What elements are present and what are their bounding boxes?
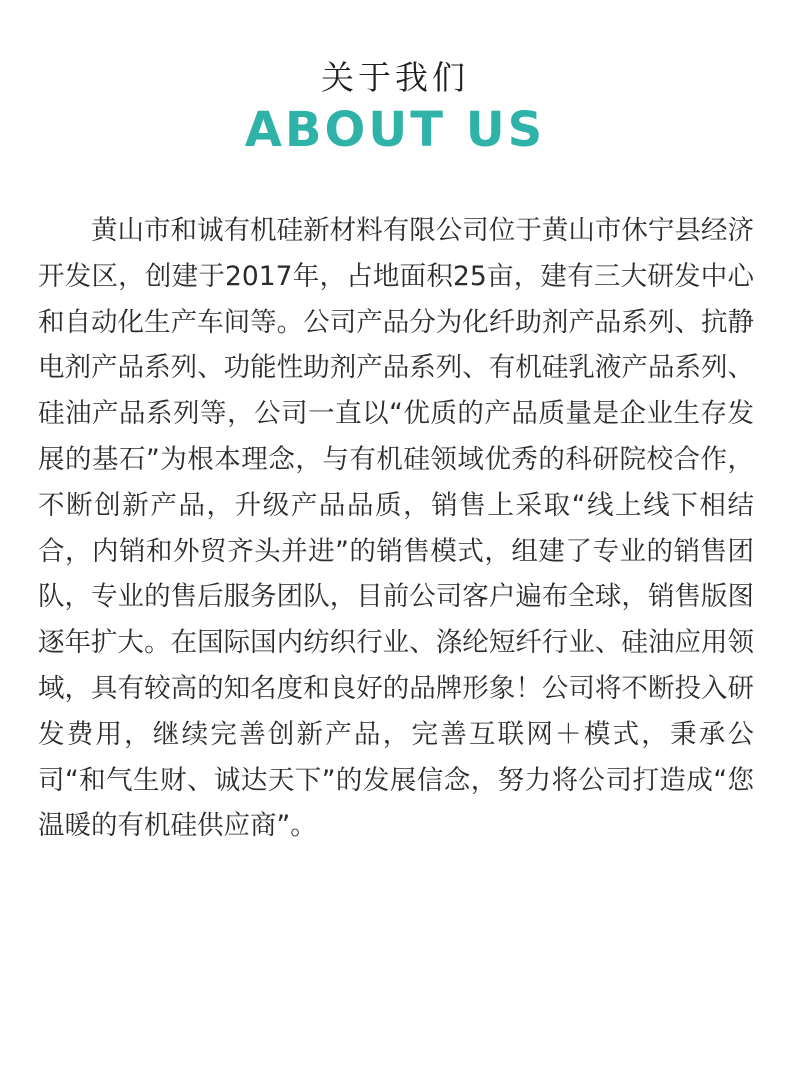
page-title-chinese: 关于我们 <box>321 58 469 97</box>
section-header <box>0 56 790 158</box>
company-introduction-paragraph: 黄山市和诚有机硅新材料有限公司位于黄山市休宁县经济开发区，创建于2017年，占地面积25亩，建有三大研发中心和自动化生产车间等。公司产品分为化纤助剂产品系列、抗静电剂产品系列、功能性助剂产品系列、有机硅乳液产品系列、硅油产品系列等，公司一直以“优质的产品质量是企业生存发展的基石”为根本理念，与有机硅领域优秀的科研院校合作，不断创新产品，升级产品品质，销售上采取“线上线下相结合，内销和外贸齐头并进”的销售模式，组建了专业的销售团队，专业的售后服务团队，目前公司客户遍布全球，销售版图逐年扩大。在国际国内纺织行业、涤纶短纤行业、硅油应用领域，具有较高的知名度和良好的品牌形象！公司将不断投入研发费用，继续完善创新产品，完善互联网＋模式，秉承公司“和气生财、诚达天下”的发展信念，努力将公司打造成“您温暖的有机硅供应商”。 <box>38 215 754 842</box>
page-title-english: ABOUT US <box>244 102 546 158</box>
